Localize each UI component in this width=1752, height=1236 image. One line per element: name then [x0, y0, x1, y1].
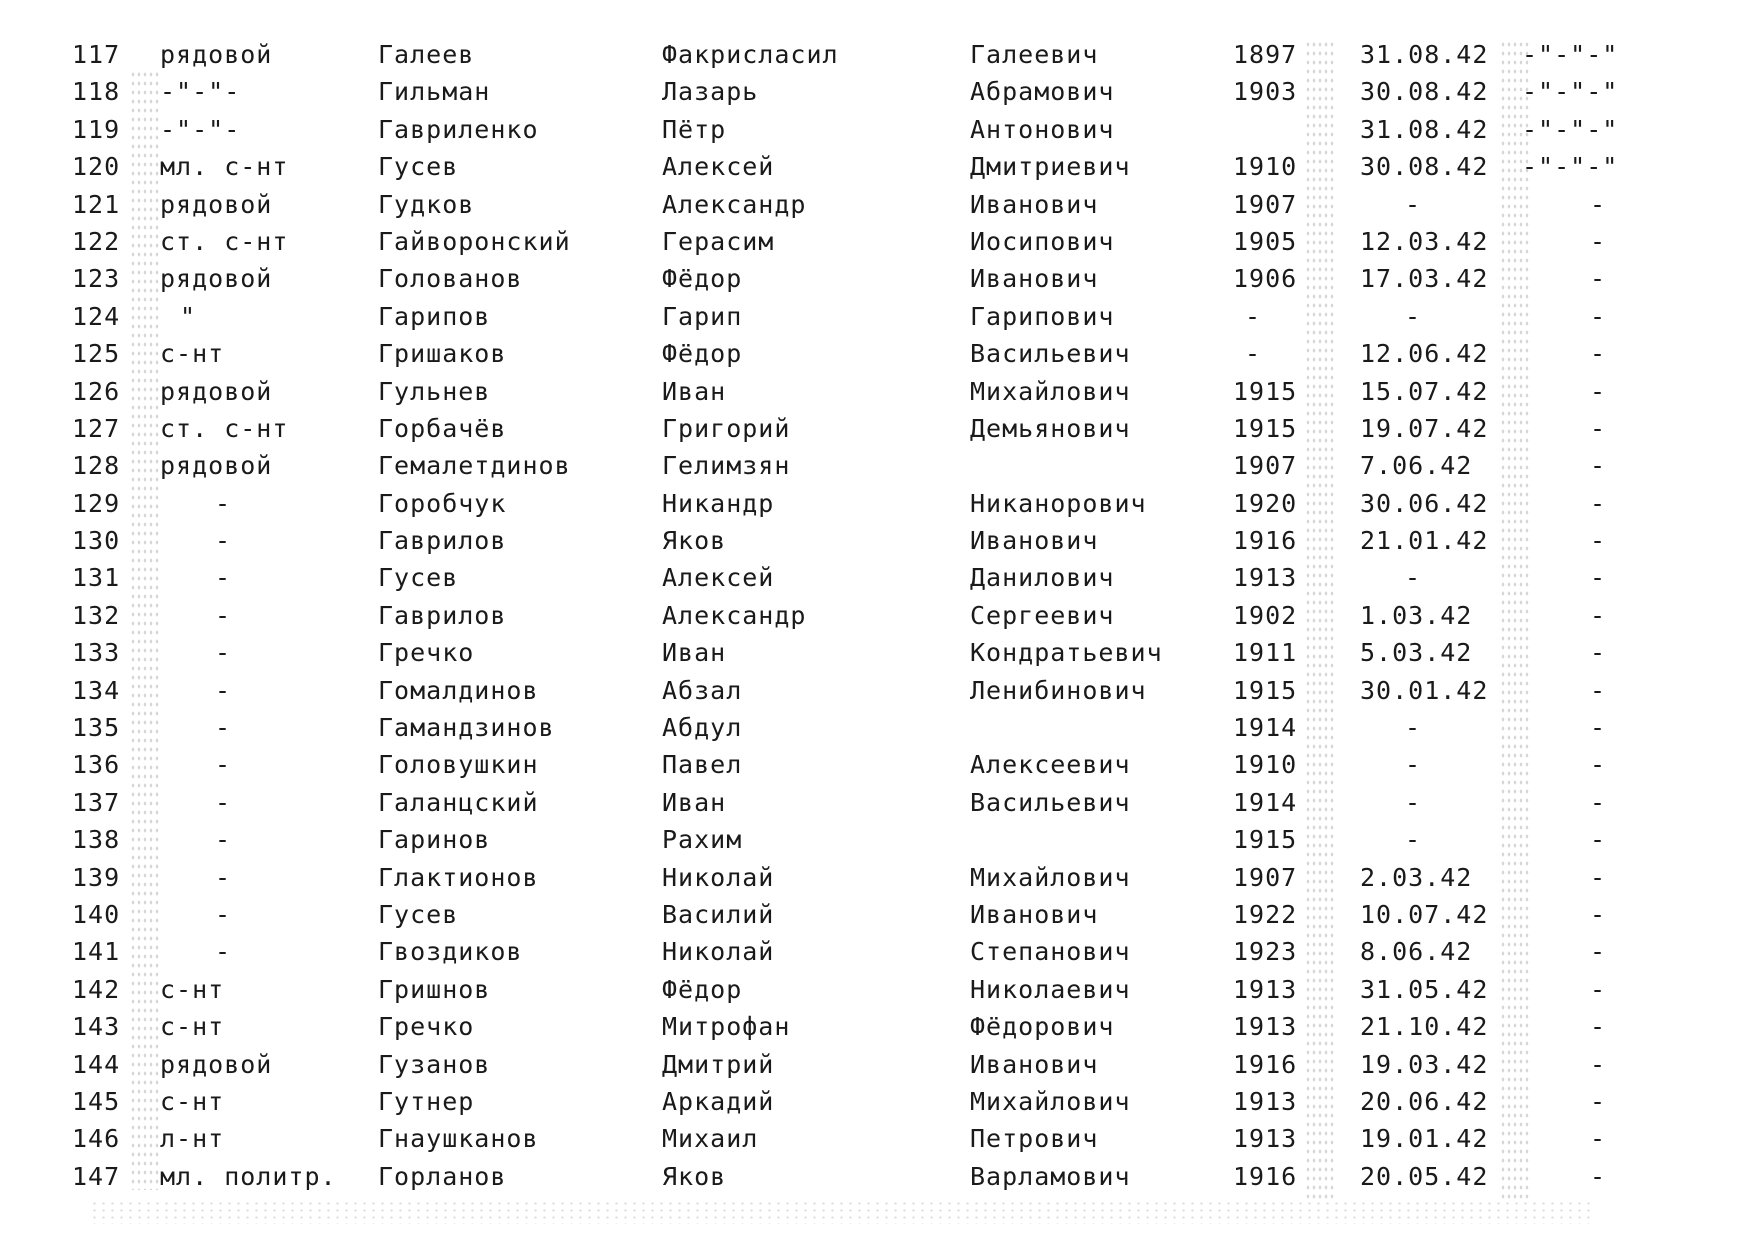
list-row [0, 784, 1752, 821]
scan-noise [90, 1200, 1590, 1224]
note: - [1590, 339, 1607, 369]
note: - [1590, 750, 1607, 780]
last-name: Горобчук [378, 488, 507, 518]
rank: - [215, 899, 232, 929]
first-name: Алексей [662, 563, 775, 593]
last-name: Гусев [378, 563, 459, 593]
date: 31.08.42 [1360, 40, 1489, 69]
first-name: Абдул [662, 713, 743, 743]
last-name: Гнаушканов [378, 1124, 539, 1154]
last-name: Глактионов [378, 862, 539, 892]
rank: -"-"- [160, 77, 241, 107]
last-name: Гришнов [378, 974, 491, 1004]
first-name: Александр [662, 600, 807, 630]
birth-year: 1907 [1233, 862, 1298, 892]
patronymic: Васильевич [970, 339, 1131, 369]
note: - [1590, 264, 1607, 294]
patronymic: Михайлович [970, 862, 1131, 892]
birth-year: 1922 [1233, 899, 1298, 929]
scan-noise-column [1500, 40, 1530, 1200]
rank: - [215, 563, 232, 593]
last-name: Гусев [378, 899, 459, 929]
row-number: 134 [72, 675, 121, 705]
patronymic: Петрович [970, 1124, 1099, 1154]
date: 19.03.42 [1360, 1049, 1489, 1079]
first-name: Дмитрий [662, 1049, 775, 1079]
rank: рядовой [160, 451, 273, 481]
patronymic: Варламович [970, 1161, 1131, 1191]
first-name: Фёдор [662, 339, 743, 369]
rank: -"-"- [160, 114, 241, 144]
note: - [1590, 1086, 1607, 1116]
list-row [0, 260, 1752, 297]
date: 19.01.42 [1360, 1124, 1489, 1154]
note: - [1590, 638, 1607, 668]
patronymic: Иванович [970, 189, 1099, 219]
patronymic: Сергеевич [970, 600, 1115, 630]
rank: ст. с-нт [160, 226, 289, 256]
date: 15.07.42 [1360, 376, 1489, 406]
first-name: Фёдор [662, 264, 743, 294]
first-name: Павел [662, 750, 743, 780]
rank: л-нт [160, 1124, 225, 1154]
birth-year: 1913 [1233, 1012, 1298, 1042]
rank: " [180, 301, 197, 331]
birth-year: 1913 [1233, 974, 1298, 1004]
last-name: Горбачёв [378, 413, 507, 443]
date: 30.06.42 [1360, 488, 1489, 518]
patronymic: Степанович [970, 937, 1131, 967]
patronymic: Иосипович [970, 226, 1115, 256]
first-name: Пётр [662, 114, 727, 144]
row-number: 130 [72, 526, 121, 556]
birth-year: 1916 [1233, 526, 1298, 556]
note: - [1590, 974, 1607, 1004]
date: 30.08.42 [1360, 77, 1489, 107]
list-row [0, 896, 1752, 933]
note: - [1590, 1012, 1607, 1042]
rank: с-нт [160, 1012, 225, 1042]
row-number: 137 [72, 787, 121, 817]
last-name: Гавриленко [378, 114, 539, 144]
row-number: 132 [72, 600, 121, 630]
list-row [0, 597, 1752, 634]
list-row [0, 709, 1752, 746]
rank: - [215, 937, 232, 967]
list-row [0, 373, 1752, 410]
last-name: Гузанов [378, 1049, 491, 1079]
date: - [1405, 713, 1422, 743]
birth-year: 1905 [1233, 226, 1298, 256]
last-name: Головушкин [378, 750, 539, 780]
list-row [0, 148, 1752, 185]
note: - [1590, 376, 1607, 406]
note: - [1590, 451, 1607, 481]
note: - [1590, 526, 1607, 556]
note: - [1590, 301, 1607, 331]
last-name: Галеев [378, 40, 475, 69]
last-name: Гильман [378, 77, 491, 107]
list-row [0, 821, 1752, 858]
list-row [0, 335, 1752, 372]
list-row [0, 559, 1752, 596]
last-name: Гамандзинов [378, 713, 555, 743]
first-name: Иван [662, 376, 727, 406]
first-name: Алексей [662, 152, 775, 182]
list-row [0, 746, 1752, 783]
patronymic: Фёдорович [970, 1012, 1115, 1042]
row-number: 127 [72, 413, 121, 443]
birth-year: 1910 [1233, 750, 1298, 780]
note: - [1590, 189, 1607, 219]
date: 5.03.42 [1360, 638, 1473, 668]
date: 21.10.42 [1360, 1012, 1489, 1042]
date: - [1405, 787, 1422, 817]
note: -"-"-" [1522, 114, 1619, 144]
row-number: 124 [72, 301, 121, 331]
patronymic: Николаевич [970, 974, 1131, 1004]
rank: - [215, 526, 232, 556]
patronymic: Галеевич [970, 40, 1099, 69]
first-name: Герасим [662, 226, 775, 256]
rank: с-нт [160, 1086, 225, 1116]
list-row [0, 410, 1752, 447]
rank: с-нт [160, 974, 225, 1004]
row-number: 139 [72, 862, 121, 892]
list-row [0, 186, 1752, 223]
note: - [1590, 413, 1607, 443]
date: 12.03.42 [1360, 226, 1489, 256]
date: - [1405, 301, 1422, 331]
birth-year: 1907 [1233, 189, 1298, 219]
birth-year: 1902 [1233, 600, 1298, 630]
rank: - [215, 787, 232, 817]
birth-year: 1914 [1233, 787, 1298, 817]
first-name: Никандр [662, 488, 775, 518]
first-name: Гарип [662, 301, 743, 331]
patronymic: Иванович [970, 899, 1099, 929]
note: - [1590, 937, 1607, 967]
first-name: Яков [662, 1161, 727, 1191]
birth-year: - [1245, 301, 1262, 331]
last-name: Гомалдинов [378, 675, 539, 705]
date: 7.06.42 [1360, 451, 1473, 481]
patronymic: Абрамович [970, 77, 1115, 107]
last-name: Гемалетдинов [378, 451, 571, 481]
birth-year: 1916 [1233, 1161, 1298, 1191]
birth-year: 1907 [1233, 451, 1298, 481]
date: 21.01.42 [1360, 526, 1489, 556]
patronymic: Алексеевич [970, 750, 1131, 780]
first-name: Гелимзян [662, 451, 791, 481]
row-number: 125 [72, 339, 121, 369]
birth-year: 1923 [1233, 937, 1298, 967]
first-name: Николай [662, 937, 775, 967]
birth-year: 1914 [1233, 713, 1298, 743]
rank: - [215, 825, 232, 855]
date: 31.08.42 [1360, 114, 1489, 144]
rank: - [215, 600, 232, 630]
date: 12.06.42 [1360, 339, 1489, 369]
first-name: Аркадий [662, 1086, 775, 1116]
list-row [0, 1046, 1752, 1083]
note: - [1590, 226, 1607, 256]
note: - [1590, 488, 1607, 518]
last-name: Гвоздиков [378, 937, 523, 967]
last-name: Гайворонский [378, 226, 571, 256]
row-number: 138 [72, 825, 121, 855]
last-name: Горланов [378, 1161, 507, 1191]
rank: ст. с-нт [160, 413, 289, 443]
note: - [1590, 862, 1607, 892]
rank: - [215, 713, 232, 743]
rank: рядовой [160, 264, 273, 294]
scan-noise-column [1305, 40, 1335, 1200]
first-name: Рахим [662, 825, 743, 855]
row-number: 142 [72, 974, 121, 1004]
row-number: 135 [72, 713, 121, 743]
row-number: 147 [72, 1161, 121, 1191]
last-name: Гарипов [378, 301, 491, 331]
row-number: 145 [72, 1086, 121, 1116]
note: -"-"-" [1522, 40, 1619, 69]
note: -"-"-" [1522, 152, 1619, 182]
row-number: 133 [72, 638, 121, 668]
patronymic: Ленибинович [970, 675, 1147, 705]
rank: мл. политр. [160, 1161, 337, 1191]
first-name: Иван [662, 787, 727, 817]
list-row [0, 111, 1752, 148]
list-row [0, 672, 1752, 709]
birth-year: 1897 [1233, 40, 1298, 69]
row-number: 128 [72, 451, 121, 481]
birth-year: 1915 [1233, 376, 1298, 406]
row-number: 143 [72, 1012, 121, 1042]
row-number: 144 [72, 1049, 121, 1079]
note: -"-"-" [1522, 77, 1619, 107]
patronymic: Дмитриевич [970, 152, 1131, 182]
patronymic: Михайлович [970, 1086, 1131, 1116]
row-number: 117 [72, 40, 121, 69]
rank: с-нт [160, 339, 225, 369]
scan-noise-column [130, 70, 160, 1190]
last-name: Гречко [378, 638, 475, 668]
first-name: Фёдор [662, 974, 743, 1004]
first-name: Митрофан [662, 1012, 791, 1042]
row-number: 131 [72, 563, 121, 593]
note: - [1590, 713, 1607, 743]
note: - [1590, 899, 1607, 929]
date: 20.06.42 [1360, 1086, 1489, 1116]
patronymic: Васильевич [970, 787, 1131, 817]
note: - [1590, 563, 1607, 593]
birth-year: 1916 [1233, 1049, 1298, 1079]
patronymic: Иванович [970, 526, 1099, 556]
birth-year: 1915 [1233, 413, 1298, 443]
last-name: Гаринов [378, 825, 491, 855]
patronymic: Иванович [970, 1049, 1099, 1079]
casualty-list [0, 36, 1752, 1195]
patronymic: Демьянович [970, 413, 1131, 443]
list-row [0, 298, 1752, 335]
note: - [1590, 600, 1607, 630]
row-number: 118 [72, 77, 121, 107]
birth-year: - [1245, 339, 1262, 369]
last-name: Гульнев [378, 376, 491, 406]
birth-year: 1915 [1233, 825, 1298, 855]
date: 19.07.42 [1360, 413, 1489, 443]
list-row [0, 223, 1752, 260]
note: - [1590, 1124, 1607, 1154]
first-name: Иван [662, 638, 727, 668]
rank: рядовой [160, 189, 273, 219]
first-name: Лазарь [662, 77, 759, 107]
date: 31.05.42 [1360, 974, 1489, 1004]
rank: рядовой [160, 40, 273, 69]
date: 30.01.42 [1360, 675, 1489, 705]
date: 20.05.42 [1360, 1161, 1489, 1191]
birth-year: 1903 [1233, 77, 1298, 107]
last-name: Гаврилов [378, 526, 507, 556]
date: - [1405, 825, 1422, 855]
rank: - [215, 675, 232, 705]
list-row [0, 485, 1752, 522]
rank: - [215, 750, 232, 780]
date: 30.08.42 [1360, 152, 1489, 182]
first-name: Александр [662, 189, 807, 219]
date: 1.03.42 [1360, 600, 1473, 630]
date: 10.07.42 [1360, 899, 1489, 929]
birth-year: 1910 [1233, 152, 1298, 182]
list-row [0, 522, 1752, 559]
date: 8.06.42 [1360, 937, 1473, 967]
first-name: Николай [662, 862, 775, 892]
rank: - [215, 638, 232, 668]
row-number: 122 [72, 226, 121, 256]
first-name: Григорий [662, 413, 791, 443]
row-number: 129 [72, 488, 121, 518]
note: - [1590, 787, 1607, 817]
date: - [1405, 750, 1422, 780]
patronymic: Гарипович [970, 301, 1115, 331]
patronymic: Антонович [970, 114, 1115, 144]
first-name: Василий [662, 899, 775, 929]
row-number: 121 [72, 189, 121, 219]
row-number: 120 [72, 152, 121, 182]
last-name: Гусев [378, 152, 459, 182]
rank: - [215, 862, 232, 892]
last-name: Галанцский [378, 787, 539, 817]
birth-year: 1913 [1233, 563, 1298, 593]
list-row [0, 1158, 1752, 1195]
list-row [0, 447, 1752, 484]
first-name: Абзал [662, 675, 743, 705]
first-name: Яков [662, 526, 727, 556]
list-row [0, 1120, 1752, 1157]
birth-year: 1915 [1233, 675, 1298, 705]
birth-year: 1913 [1233, 1124, 1298, 1154]
note: - [1590, 675, 1607, 705]
rank: мл. с-нт [160, 152, 289, 182]
list-row [0, 73, 1752, 110]
row-number: 146 [72, 1124, 121, 1154]
date: - [1405, 189, 1422, 219]
patronymic: Данилович [970, 563, 1115, 593]
birth-year: 1906 [1233, 264, 1298, 294]
first-name: Михаил [662, 1124, 759, 1154]
last-name: Голованов [378, 264, 523, 294]
last-name: Гудков [378, 189, 475, 219]
date: 2.03.42 [1360, 862, 1473, 892]
row-number: 136 [72, 750, 121, 780]
rank: - [215, 488, 232, 518]
row-number: 141 [72, 937, 121, 967]
birth-year: 1911 [1233, 638, 1298, 668]
patronymic: Иванович [970, 264, 1099, 294]
note: - [1590, 1161, 1607, 1191]
birth-year: 1920 [1233, 488, 1298, 518]
row-number: 119 [72, 114, 121, 144]
first-name: Факрисласил [662, 40, 839, 69]
patronymic: Михайлович [970, 376, 1131, 406]
row-number: 126 [72, 376, 121, 406]
row-number: 123 [72, 264, 121, 294]
date: - [1405, 563, 1422, 593]
list-row [0, 859, 1752, 896]
note: - [1590, 1049, 1607, 1079]
last-name: Гаврилов [378, 600, 507, 630]
list-row [0, 1083, 1752, 1120]
last-name: Гутнер [378, 1086, 475, 1116]
patronymic: Кондратьевич [970, 638, 1163, 668]
rank: рядовой [160, 376, 273, 406]
list-row [0, 933, 1752, 970]
last-name: Гречко [378, 1012, 475, 1042]
patronymic: Никанорович [970, 488, 1147, 518]
birth-year: 1913 [1233, 1086, 1298, 1116]
row-number: 140 [72, 899, 121, 929]
list-row [0, 634, 1752, 671]
note: - [1590, 825, 1607, 855]
date: 17.03.42 [1360, 264, 1489, 294]
rank: рядовой [160, 1049, 273, 1079]
list-row [0, 36, 1752, 73]
list-row [0, 971, 1752, 1008]
list-row [0, 1008, 1752, 1045]
last-name: Гришаков [378, 339, 507, 369]
